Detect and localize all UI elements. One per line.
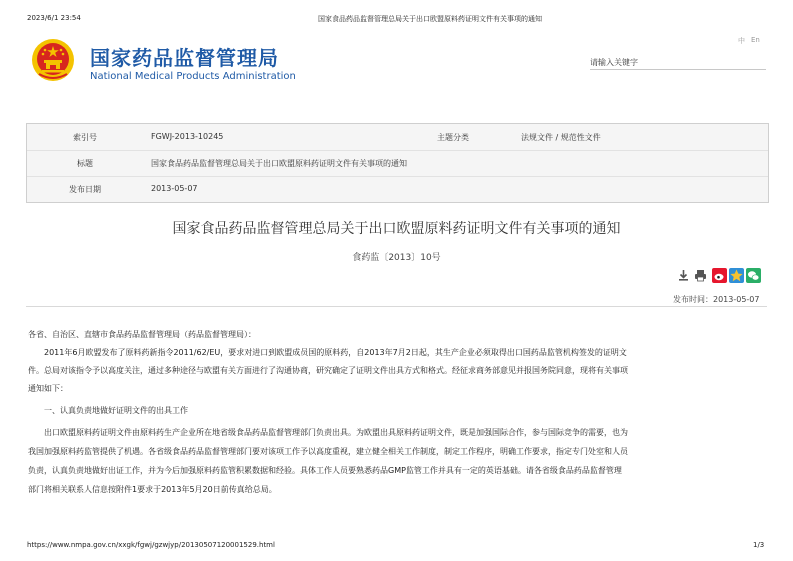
download-icon[interactable]: [676, 268, 691, 283]
category-value: 法规文件 / 规范性文件: [521, 133, 601, 142]
date-value: 2013-05-07: [151, 184, 198, 193]
wechat-share-icon[interactable]: [746, 268, 761, 283]
site-name-cn[interactable]: 国家药品监督管理局: [90, 46, 279, 70]
print-icon[interactable]: [693, 268, 708, 283]
category-label: 主题分类: [437, 133, 469, 142]
info-row-title: [27, 150, 768, 177]
publish-time: 发布时间：2013-05-07: [673, 295, 760, 304]
info-row-index: [27, 124, 768, 151]
body-line: 2011年6月欧盟发布了原料药新指令2011/62/EU，要求对进口到欧盟成员国的原料药，自2013年7月2日起，其生产企业必须取得出口国药品监管机构签发的证明文: [28, 348, 627, 357]
site-name-en[interactable]: National Medical Products Administration: [90, 71, 296, 82]
national-emblem-icon[interactable]: [31, 38, 75, 82]
index-value: FGWJ-2013-10245: [151, 132, 224, 141]
title-value: 国家食品药品监督管理总局关于出口欧盟原料药证明文件有关事项的通知: [151, 159, 407, 168]
section-heading: 一、认真负责地做好证明文件的出具工作: [28, 406, 188, 415]
divider: [26, 306, 767, 307]
info-table: [26, 123, 769, 203]
article-title: 国家食品药品监督管理总局关于出口欧盟原料药证明文件有关事项的通知: [172, 221, 621, 237]
body-line: 出口欧盟原料药证明文件由原料药生产企业所在地省级食品药品监督管理部门负责出具。为欧盟出具原料药证明文件，既是加强国际合作，参与国际竞争的需要，也为: [28, 428, 628, 437]
title-label: 标题: [77, 159, 93, 168]
body-line: 部门将相关联系人信息按附件1要求于2013年5月20日前传真给总局。: [28, 485, 277, 494]
print-datetime: 2023/6/1 23:54: [27, 14, 81, 22]
qzone-share-icon[interactable]: [729, 268, 744, 283]
print-page-title: 国家食品药品监督管理总局关于出口欧盟原料药证明文件有关事项的通知: [318, 15, 542, 23]
search-input[interactable]: 请输入关键字: [590, 57, 766, 70]
footer-url[interactable]: https://www.nmpa.gov.cn/xxgk/fgwj/gzwjyp/20130507120001529.html: [27, 541, 275, 549]
lang-en-link[interactable]: En: [751, 36, 760, 44]
weibo-share-icon[interactable]: [712, 268, 727, 283]
date-label: 发布日期: [69, 185, 101, 194]
body-line: 各省、自治区、直辖市食品药品监督管理局（药品监督管理局）：: [28, 330, 256, 339]
page-number: 1/3: [753, 541, 765, 549]
index-label: 索引号: [73, 133, 97, 142]
body-line: 负责，认真负责地做好出证工作，并为今后加强原料药监管积累数据和经验。具体工作人员要熟悉药品GMP监管工作并具有一定的英语基础。请各省级食品药品监督管理: [28, 466, 622, 475]
info-row-date: [27, 176, 768, 202]
body-line: 通知如下：: [28, 384, 68, 393]
body-line: 我国加强原料药监管提供了机遇。各省级食品药品监督管理部门要对该项工作予以高度重视，建立健全相关工作制度，制定工作程序，明确工作要求，指定专门处室和人员: [28, 447, 628, 456]
lang-zh-link[interactable]: 中: [738, 37, 745, 45]
body-line: 件。总局对该指令予以高度关注，通过多种途径与欧盟有关方面进行了沟通协商，研究确定了证明文件出具方式和格式。经征求商务部意见并报国务院同意，现将有关事项: [28, 366, 628, 375]
doc-number: 食药监〔2013〕10号: [352, 253, 441, 263]
